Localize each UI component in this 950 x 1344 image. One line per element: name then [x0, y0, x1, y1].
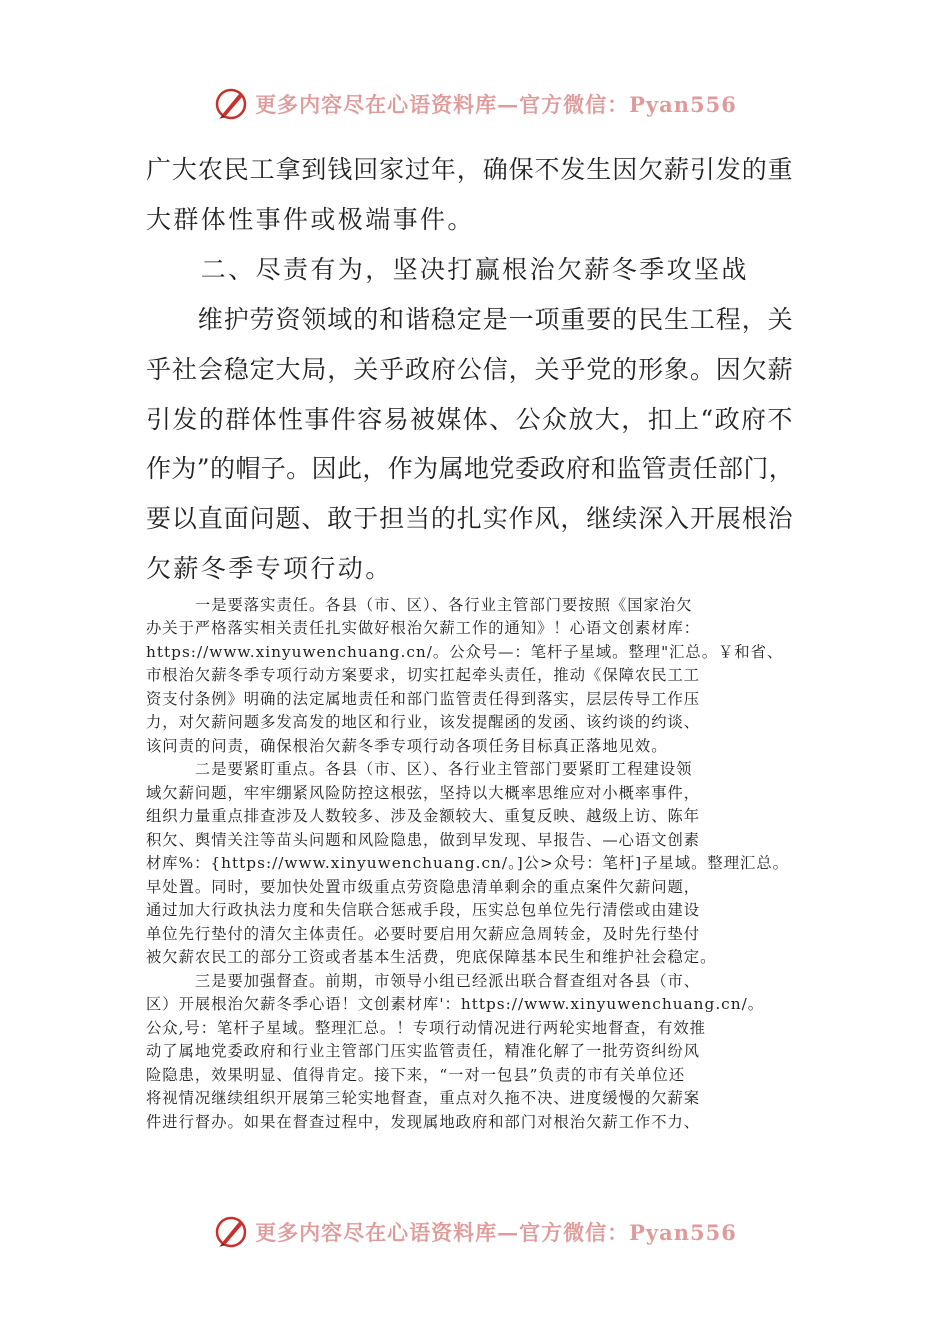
small-line: 一是要落实责任。各县（市、区）、各行业主管部门要按照《国家治欠	[146, 596, 693, 614]
small-line: 力，对欠薪问题多发高发的地区和行业，该发提醒函的发函、该约谈的约谈、	[146, 713, 701, 731]
small-line: 通过加大行政执法力度和失信联合惩戒手段，压实总包单位先行清偿或由建设	[146, 901, 701, 919]
body-line: 广大农民工拿到钱回家过年，确保不发生因欠薪引发的重	[146, 155, 794, 184]
small-line: 单位先行垫付的清欠主体责任。必要时要启用欠薪应急周转金，及时先行垫付	[146, 925, 701, 943]
bottom-banner	[0, 1212, 950, 1252]
small-line: 办关于严格落实相关责任扎实做好根治欠薪工作的通知》！心语文创素材库：	[146, 619, 701, 637]
body-line: 维护劳资领域的和谐稳定是一项重要的民生工程，关	[146, 305, 794, 334]
body-line: 欠薪冬季专项行动。	[146, 554, 393, 583]
small-line: 公众,号：笔杆子星域。整理汇总。！专项行动情况进行两轮实地督查，有效推	[146, 1019, 706, 1037]
pen-circle-logo-icon	[213, 86, 249, 122]
banner-text: 更多内容尽在心语资料库—官方微信：Pyan556	[255, 92, 737, 117]
small-line: 市根治欠薪冬季专项行动方案要求，切实扛起牵头责任，推动《保障农民工工	[146, 666, 701, 684]
small-line: 件进行督办。如果在督查过程中，发现属地政府和部门对根治欠薪工作不力、	[146, 1113, 701, 1131]
section-heading: 二、尽责有为，坚决打赢根治欠薪冬季攻坚战	[146, 255, 749, 284]
body-line: 乎社会稳定大局，关乎政府公信，关乎党的形象。因欠薪	[146, 355, 794, 384]
small-line: 材库%：{https://www.xinyuwenchuang.cn/。]公>众号：笔杆]子星域。整理汇总。	[146, 854, 789, 872]
small-line: 资支付条例》明确的法定属地责任和部门监管责任得到落实，层层传导工作压	[146, 690, 701, 708]
small-line: 三是要加强督查。前期，市领导小组已经派出联合督查组对各县（市、	[146, 972, 701, 990]
body-line: 要以直面问题、敢于担当的扎实作风，继续深入开展根治	[146, 504, 794, 533]
top-banner	[0, 84, 950, 124]
pen-circle-logo-icon	[213, 1214, 249, 1250]
body-line: 大群体性事件或极端事件。	[146, 205, 475, 234]
small-line: 将视情况继续组织开展第三轮实地督查，重点对久拖不决、进度缓慢的欠薪案	[146, 1089, 701, 1107]
small-line: 积欠、舆情关注等苗头问题和风险隐患，做到早发现、早报告、—心语文创素	[146, 831, 701, 849]
small-line: 早处置。同时，要加快处置市级重点劳资隐患清单剩余的重点案件欠薪问题，	[146, 878, 701, 896]
small-line: 域欠薪问题，牢牢绷紧风险防控这根弦，坚持以大概率思维应对小概率事件，	[146, 784, 701, 802]
small-line: 二是要紧盯重点。各县（市、区）、各行业主管部门要紧盯工程建设领	[146, 760, 693, 778]
banner-text: 更多内容尽在心语资料库—官方微信：Pyan556	[255, 1220, 737, 1245]
small-line: 动了属地党委政府和行业主管部门压实监管责任，精准化解了一批劳资纠纷风	[146, 1042, 701, 1060]
small-line: 该问责的问责，确保根治欠薪冬季专项行动各项任务目标真正落地见效。	[146, 737, 668, 755]
small-line: 被欠薪农民工的部分工资或者基本生活费，兜底保障基本民生和维护社会稳定。	[146, 948, 717, 966]
body-line: 作为”的帽子。因此，作为属地党委政府和监管责任部门，	[146, 454, 795, 483]
small-line: 险隐患，效果明显、值得肯定。接下来，“一对一包县”负责的市有关单位还	[146, 1066, 686, 1084]
small-line: 组织力量重点排查涉及人数较多、涉及金额较大、重复反映、越级上访、陈年	[146, 807, 701, 825]
small-line: https://www.xinyuwenchuang.cn/。公众号—：笔杆子星域。整理"汇总。￥和省、	[146, 643, 784, 661]
small-line: 区）开展根治欠薪冬季心语！文创素材库'：https://www.xinyuwenchuang.cn/。	[146, 995, 765, 1013]
body-line: 引发的群体性事件容易被媒体、公众放大，扣上“政府不	[146, 405, 794, 434]
